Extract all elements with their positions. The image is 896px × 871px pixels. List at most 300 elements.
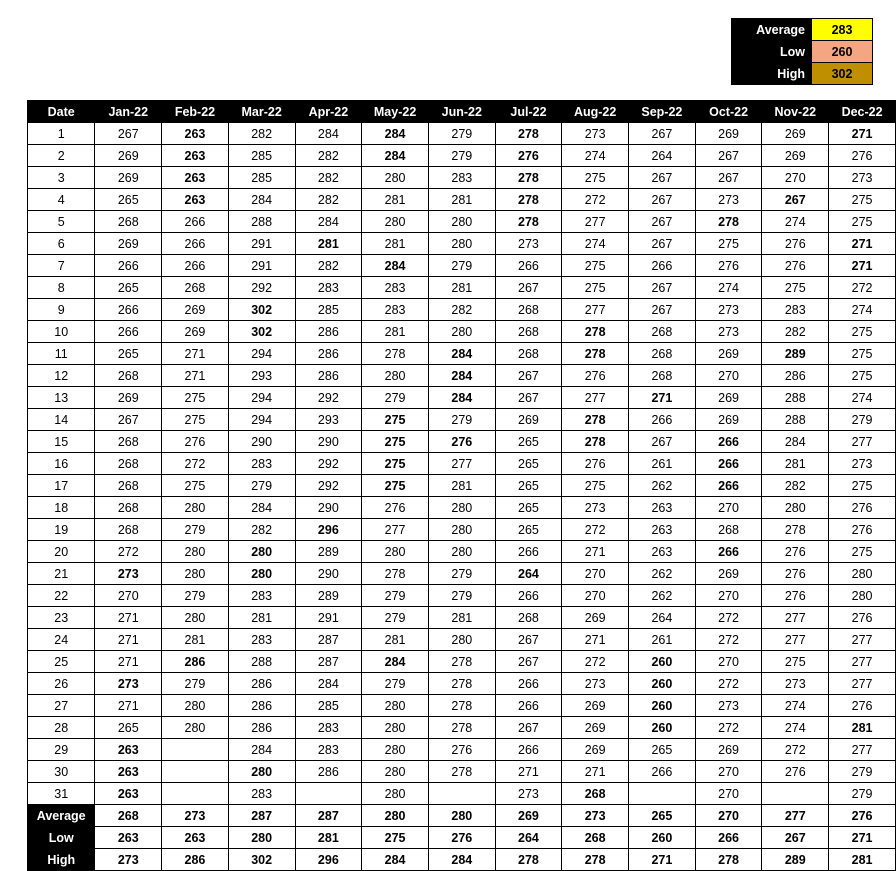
cell-jul-22-31: 273: [495, 783, 562, 805]
cell-dec-22-15: 277: [829, 431, 896, 453]
legend-value-high: 302: [812, 63, 873, 85]
table-row: [28, 695, 896, 717]
row-header-day-6: 6: [28, 233, 95, 255]
cell-aug-22-22: 270: [562, 585, 629, 607]
cell-jan-22-3: 269: [95, 167, 162, 189]
table-row: [28, 233, 896, 255]
cell-sep-22-6: 267: [629, 233, 696, 255]
column-header-oct-22: Oct-22: [695, 101, 762, 123]
cell-dec-22-12: 275: [829, 365, 896, 387]
cell-sep-22-7: 266: [629, 255, 696, 277]
cell-apr-22-30: 286: [295, 761, 362, 783]
cell-aug-22-27: 269: [562, 695, 629, 717]
cell-jul-22-29: 266: [495, 739, 562, 761]
summary-low-aug-22: 268: [562, 827, 629, 849]
cell-mar-22-31: 283: [228, 783, 295, 805]
cell-aug-22-8: 275: [562, 277, 629, 299]
summary-average-dec-22: 276: [829, 805, 896, 827]
cell-mar-22-4: 284: [228, 189, 295, 211]
cell-aug-22-10: 278: [562, 321, 629, 343]
cell-jan-22-26: 273: [95, 673, 162, 695]
cell-jan-22-2: 269: [95, 145, 162, 167]
cell-feb-22-25: 286: [162, 651, 229, 673]
cell-sep-22-16: 261: [629, 453, 696, 475]
cell-jan-22-6: 269: [95, 233, 162, 255]
cell-mar-22-15: 290: [228, 431, 295, 453]
cell-jul-22-24: 267: [495, 629, 562, 651]
table-row: [28, 167, 896, 189]
cell-nov-22-3: 270: [762, 167, 829, 189]
summary-low-nov-22: 267: [762, 827, 829, 849]
legend-value-low: 260: [812, 41, 873, 63]
cell-feb-22-5: 266: [162, 211, 229, 233]
cell-nov-22-23: 277: [762, 607, 829, 629]
cell-nov-22-2: 269: [762, 145, 829, 167]
cell-mar-22-27: 286: [228, 695, 295, 717]
cell-jun-22-4: 281: [428, 189, 495, 211]
cell-apr-22-27: 285: [295, 695, 362, 717]
cell-dec-22-23: 276: [829, 607, 896, 629]
cell-dec-22-5: 275: [829, 211, 896, 233]
cell-dec-22-22: 280: [829, 585, 896, 607]
cell-aug-22-24: 271: [562, 629, 629, 651]
cell-apr-22-8: 283: [295, 277, 362, 299]
cell-jan-22-21: 273: [95, 563, 162, 585]
cell-jul-22-28: 267: [495, 717, 562, 739]
cell-aug-22-19: 272: [562, 519, 629, 541]
cell-feb-22-20: 280: [162, 541, 229, 563]
cell-aug-22-5: 277: [562, 211, 629, 233]
cell-nov-22-25: 275: [762, 651, 829, 673]
cell-may-22-6: 281: [362, 233, 429, 255]
table-row: [28, 189, 896, 211]
cell-feb-22-31: [162, 783, 229, 805]
cell-jul-22-16: 265: [495, 453, 562, 475]
cell-jul-22-3: 278: [495, 167, 562, 189]
cell-dec-22-9: 274: [829, 299, 896, 321]
cell-jun-22-17: 281: [428, 475, 495, 497]
cell-may-22-31: 280: [362, 783, 429, 805]
cell-sep-22-31: [629, 783, 696, 805]
summary-average-sep-22: 265: [629, 805, 696, 827]
summary-average-jan-22: 268: [95, 805, 162, 827]
cell-jan-22-24: 271: [95, 629, 162, 651]
cell-oct-22-29: 269: [695, 739, 762, 761]
summary-average-nov-22: 277: [762, 805, 829, 827]
cell-may-22-22: 279: [362, 585, 429, 607]
summary-label-low: Low: [28, 827, 95, 849]
cell-apr-22-21: 290: [295, 563, 362, 585]
cell-nov-22-28: 274: [762, 717, 829, 739]
table-header: [28, 101, 896, 123]
cell-jun-22-7: 279: [428, 255, 495, 277]
cell-jan-22-11: 265: [95, 343, 162, 365]
cell-aug-22-3: 275: [562, 167, 629, 189]
summary-high-mar-22: 302: [228, 849, 295, 871]
cell-jul-22-23: 268: [495, 607, 562, 629]
cell-mar-22-16: 283: [228, 453, 295, 475]
cell-oct-22-17: 266: [695, 475, 762, 497]
summary-low-sep-22: 260: [629, 827, 696, 849]
cell-feb-22-19: 279: [162, 519, 229, 541]
summary-low-feb-22: 263: [162, 827, 229, 849]
cell-feb-22-11: 271: [162, 343, 229, 365]
cell-jul-22-1: 278: [495, 123, 562, 145]
row-header-day-14: 14: [28, 409, 95, 431]
summary-low-jun-22: 276: [428, 827, 495, 849]
summary-row-high: [28, 849, 896, 871]
summary-low-may-22: 275: [362, 827, 429, 849]
cell-may-22-12: 280: [362, 365, 429, 387]
cell-jan-22-29: 263: [95, 739, 162, 761]
cell-sep-22-17: 262: [629, 475, 696, 497]
row-header-day-8: 8: [28, 277, 95, 299]
table-row: [28, 629, 896, 651]
cell-sep-22-26: 260: [629, 673, 696, 695]
cell-jan-22-15: 268: [95, 431, 162, 453]
cell-nov-22-21: 276: [762, 563, 829, 585]
legend-label-low: Low: [732, 41, 812, 63]
cell-jan-22-31: 263: [95, 783, 162, 805]
table-row: [28, 409, 896, 431]
cell-jul-22-12: 267: [495, 365, 562, 387]
summary-average-apr-22: 287: [295, 805, 362, 827]
row-header-day-3: 3: [28, 167, 95, 189]
cell-sep-22-10: 268: [629, 321, 696, 343]
cell-oct-22-25: 270: [695, 651, 762, 673]
cell-oct-22-5: 278: [695, 211, 762, 233]
cell-feb-22-23: 280: [162, 607, 229, 629]
row-header-day-28: 28: [28, 717, 95, 739]
cell-jul-22-4: 278: [495, 189, 562, 211]
cell-jun-22-21: 279: [428, 563, 495, 585]
cell-feb-22-17: 275: [162, 475, 229, 497]
cell-jul-22-27: 266: [495, 695, 562, 717]
cell-dec-22-11: 275: [829, 343, 896, 365]
cell-may-22-3: 280: [362, 167, 429, 189]
cell-feb-22-26: 279: [162, 673, 229, 695]
cell-jul-22-20: 266: [495, 541, 562, 563]
cell-feb-22-8: 268: [162, 277, 229, 299]
cell-may-22-27: 280: [362, 695, 429, 717]
legend-table: [731, 18, 873, 85]
cell-apr-22-20: 289: [295, 541, 362, 563]
row-header-day-23: 23: [28, 607, 95, 629]
cell-feb-22-12: 271: [162, 365, 229, 387]
table-row: [28, 717, 896, 739]
row-header-day-9: 9: [28, 299, 95, 321]
cell-dec-22-31: 279: [829, 783, 896, 805]
cell-apr-22-9: 285: [295, 299, 362, 321]
summary-high-jul-22: 278: [495, 849, 562, 871]
cell-jun-22-27: 278: [428, 695, 495, 717]
cell-mar-22-20: 280: [228, 541, 295, 563]
cell-sep-22-24: 261: [629, 629, 696, 651]
cell-mar-22-19: 282: [228, 519, 295, 541]
cell-jan-22-9: 266: [95, 299, 162, 321]
cell-dec-22-21: 280: [829, 563, 896, 585]
cell-jun-22-13: 284: [428, 387, 495, 409]
row-header-day-21: 21: [28, 563, 95, 585]
cell-sep-22-1: 267: [629, 123, 696, 145]
summary-average-feb-22: 273: [162, 805, 229, 827]
cell-sep-22-28: 260: [629, 717, 696, 739]
cell-mar-22-25: 288: [228, 651, 295, 673]
cell-mar-22-12: 293: [228, 365, 295, 387]
cell-may-22-30: 280: [362, 761, 429, 783]
cell-mar-22-3: 285: [228, 167, 295, 189]
cell-oct-22-21: 269: [695, 563, 762, 585]
cell-mar-22-23: 281: [228, 607, 295, 629]
table-header-row: [28, 101, 896, 123]
row-header-day-5: 5: [28, 211, 95, 233]
cell-apr-22-19: 296: [295, 519, 362, 541]
cell-may-22-1: 284: [362, 123, 429, 145]
cell-jan-22-13: 269: [95, 387, 162, 409]
cell-jun-22-30: 278: [428, 761, 495, 783]
cell-aug-22-16: 276: [562, 453, 629, 475]
cell-jan-22-18: 268: [95, 497, 162, 519]
cell-apr-22-25: 287: [295, 651, 362, 673]
cell-apr-22-24: 287: [295, 629, 362, 651]
table-row: [28, 497, 896, 519]
cell-nov-22-11: 289: [762, 343, 829, 365]
cell-aug-22-6: 274: [562, 233, 629, 255]
cell-dec-22-20: 275: [829, 541, 896, 563]
table-row: [28, 739, 896, 761]
cell-feb-22-18: 280: [162, 497, 229, 519]
cell-may-22-11: 278: [362, 343, 429, 365]
cell-feb-22-7: 266: [162, 255, 229, 277]
table-row: [28, 761, 896, 783]
cell-may-22-14: 275: [362, 409, 429, 431]
summary-low-mar-22: 280: [228, 827, 295, 849]
cell-jun-22-16: 277: [428, 453, 495, 475]
summary-average-mar-22: 287: [228, 805, 295, 827]
cell-feb-22-6: 266: [162, 233, 229, 255]
cell-dec-22-24: 277: [829, 629, 896, 651]
cell-mar-22-10: 302: [228, 321, 295, 343]
summary-label-average: Average: [28, 805, 95, 827]
cell-oct-22-30: 270: [695, 761, 762, 783]
cell-apr-22-16: 292: [295, 453, 362, 475]
cell-apr-22-17: 292: [295, 475, 362, 497]
summary-low-jul-22: 264: [495, 827, 562, 849]
table-row: [28, 607, 896, 629]
cell-feb-22-13: 275: [162, 387, 229, 409]
cell-aug-22-31: 268: [562, 783, 629, 805]
cell-jun-22-5: 280: [428, 211, 495, 233]
cell-mar-22-1: 282: [228, 123, 295, 145]
cell-dec-22-28: 281: [829, 717, 896, 739]
cell-jun-22-26: 278: [428, 673, 495, 695]
row-header-day-7: 7: [28, 255, 95, 277]
cell-feb-22-30: [162, 761, 229, 783]
table-row: [28, 431, 896, 453]
cell-jun-22-23: 281: [428, 607, 495, 629]
cell-mar-22-30: 280: [228, 761, 295, 783]
table-row: [28, 585, 896, 607]
cell-oct-22-22: 270: [695, 585, 762, 607]
row-header-day-13: 13: [28, 387, 95, 409]
cell-apr-22-7: 282: [295, 255, 362, 277]
table-row: [28, 123, 896, 145]
row-header-day-25: 25: [28, 651, 95, 673]
cell-sep-22-22: 262: [629, 585, 696, 607]
cell-sep-22-4: 267: [629, 189, 696, 211]
cell-apr-22-6: 281: [295, 233, 362, 255]
cell-oct-22-9: 273: [695, 299, 762, 321]
cell-may-22-15: 275: [362, 431, 429, 453]
cell-feb-22-21: 280: [162, 563, 229, 585]
summary-high-jun-22: 284: [428, 849, 495, 871]
cell-nov-22-5: 274: [762, 211, 829, 233]
cell-aug-22-21: 270: [562, 563, 629, 585]
row-header-day-20: 20: [28, 541, 95, 563]
row-header-day-17: 17: [28, 475, 95, 497]
summary-high-apr-22: 296: [295, 849, 362, 871]
cell-sep-22-8: 267: [629, 277, 696, 299]
table-row: [28, 563, 896, 585]
table-row: [28, 321, 896, 343]
cell-jun-22-11: 284: [428, 343, 495, 365]
cell-jul-22-8: 267: [495, 277, 562, 299]
row-header-day-26: 26: [28, 673, 95, 695]
cell-dec-22-7: 271: [829, 255, 896, 277]
summary-average-oct-22: 270: [695, 805, 762, 827]
cell-may-22-29: 280: [362, 739, 429, 761]
column-header-date: Date: [28, 101, 95, 123]
column-header-jul-22: Jul-22: [495, 101, 562, 123]
cell-oct-22-11: 269: [695, 343, 762, 365]
cell-jan-22-10: 266: [95, 321, 162, 343]
cell-may-22-25: 284: [362, 651, 429, 673]
cell-jun-22-31: [428, 783, 495, 805]
cell-jan-22-19: 268: [95, 519, 162, 541]
cell-jul-22-22: 266: [495, 585, 562, 607]
summary-high-aug-22: 278: [562, 849, 629, 871]
cell-apr-22-28: 283: [295, 717, 362, 739]
cell-apr-22-31: [295, 783, 362, 805]
cell-nov-22-26: 273: [762, 673, 829, 695]
cell-may-22-26: 279: [362, 673, 429, 695]
summary-low-jan-22: 263: [95, 827, 162, 849]
cell-nov-22-20: 276: [762, 541, 829, 563]
cell-sep-22-29: 265: [629, 739, 696, 761]
row-header-day-4: 4: [28, 189, 95, 211]
cell-mar-22-13: 294: [228, 387, 295, 409]
cell-may-22-4: 281: [362, 189, 429, 211]
cell-feb-22-2: 263: [162, 145, 229, 167]
cell-oct-22-31: 270: [695, 783, 762, 805]
cell-mar-22-21: 280: [228, 563, 295, 585]
row-header-day-1: 1: [28, 123, 95, 145]
cell-may-22-28: 280: [362, 717, 429, 739]
cell-nov-22-19: 278: [762, 519, 829, 541]
cell-oct-22-26: 272: [695, 673, 762, 695]
summary-high-jan-22: 273: [95, 849, 162, 871]
summary-average-may-22: 280: [362, 805, 429, 827]
cell-nov-22-30: 276: [762, 761, 829, 783]
cell-jun-22-1: 279: [428, 123, 495, 145]
cell-jun-22-19: 280: [428, 519, 495, 541]
cell-jun-22-18: 280: [428, 497, 495, 519]
cell-apr-22-10: 286: [295, 321, 362, 343]
cell-jun-22-6: 280: [428, 233, 495, 255]
cell-nov-22-6: 276: [762, 233, 829, 255]
cell-may-22-19: 277: [362, 519, 429, 541]
cell-aug-22-18: 273: [562, 497, 629, 519]
cell-nov-22-29: 272: [762, 739, 829, 761]
table-row: [28, 541, 896, 563]
cell-jul-22-15: 265: [495, 431, 562, 453]
cell-mar-22-24: 283: [228, 629, 295, 651]
cell-apr-22-5: 284: [295, 211, 362, 233]
cell-jan-22-12: 268: [95, 365, 162, 387]
row-header-day-31: 31: [28, 783, 95, 805]
cell-feb-22-16: 272: [162, 453, 229, 475]
row-header-day-11: 11: [28, 343, 95, 365]
cell-mar-22-8: 292: [228, 277, 295, 299]
cell-jul-22-11: 268: [495, 343, 562, 365]
row-header-day-16: 16: [28, 453, 95, 475]
cell-jan-22-22: 270: [95, 585, 162, 607]
cell-sep-22-30: 266: [629, 761, 696, 783]
cell-jun-22-14: 279: [428, 409, 495, 431]
cell-mar-22-7: 291: [228, 255, 295, 277]
cell-jan-22-14: 267: [95, 409, 162, 431]
summary-low-apr-22: 281: [295, 827, 362, 849]
table-body: [28, 123, 896, 871]
cell-feb-22-28: 280: [162, 717, 229, 739]
cell-nov-22-7: 276: [762, 255, 829, 277]
cell-aug-22-30: 271: [562, 761, 629, 783]
cell-apr-22-3: 282: [295, 167, 362, 189]
cell-dec-22-16: 273: [829, 453, 896, 475]
table-row: [28, 255, 896, 277]
column-header-nov-22: Nov-22: [762, 101, 829, 123]
cell-apr-22-13: 292: [295, 387, 362, 409]
column-header-mar-22: Mar-22: [228, 101, 295, 123]
legend-label-high: High: [732, 63, 812, 85]
cell-dec-22-29: 277: [829, 739, 896, 761]
summary-average-jun-22: 280: [428, 805, 495, 827]
cell-nov-22-18: 280: [762, 497, 829, 519]
cell-apr-22-12: 286: [295, 365, 362, 387]
cell-sep-22-3: 267: [629, 167, 696, 189]
cell-sep-22-11: 268: [629, 343, 696, 365]
cell-dec-22-25: 277: [829, 651, 896, 673]
cell-jun-22-9: 282: [428, 299, 495, 321]
cell-oct-22-20: 266: [695, 541, 762, 563]
table-row: [28, 343, 896, 365]
cell-may-22-20: 280: [362, 541, 429, 563]
cell-aug-22-11: 278: [562, 343, 629, 365]
table-row: [28, 453, 896, 475]
cell-mar-22-6: 291: [228, 233, 295, 255]
cell-feb-22-24: 281: [162, 629, 229, 651]
cell-jan-22-7: 266: [95, 255, 162, 277]
cell-sep-22-21: 262: [629, 563, 696, 585]
cell-jan-22-16: 268: [95, 453, 162, 475]
cell-dec-22-1: 271: [829, 123, 896, 145]
cell-jan-22-1: 267: [95, 123, 162, 145]
cell-jan-22-8: 265: [95, 277, 162, 299]
cell-aug-22-20: 271: [562, 541, 629, 563]
cell-may-22-16: 275: [362, 453, 429, 475]
cell-mar-22-29: 284: [228, 739, 295, 761]
cell-oct-22-16: 266: [695, 453, 762, 475]
